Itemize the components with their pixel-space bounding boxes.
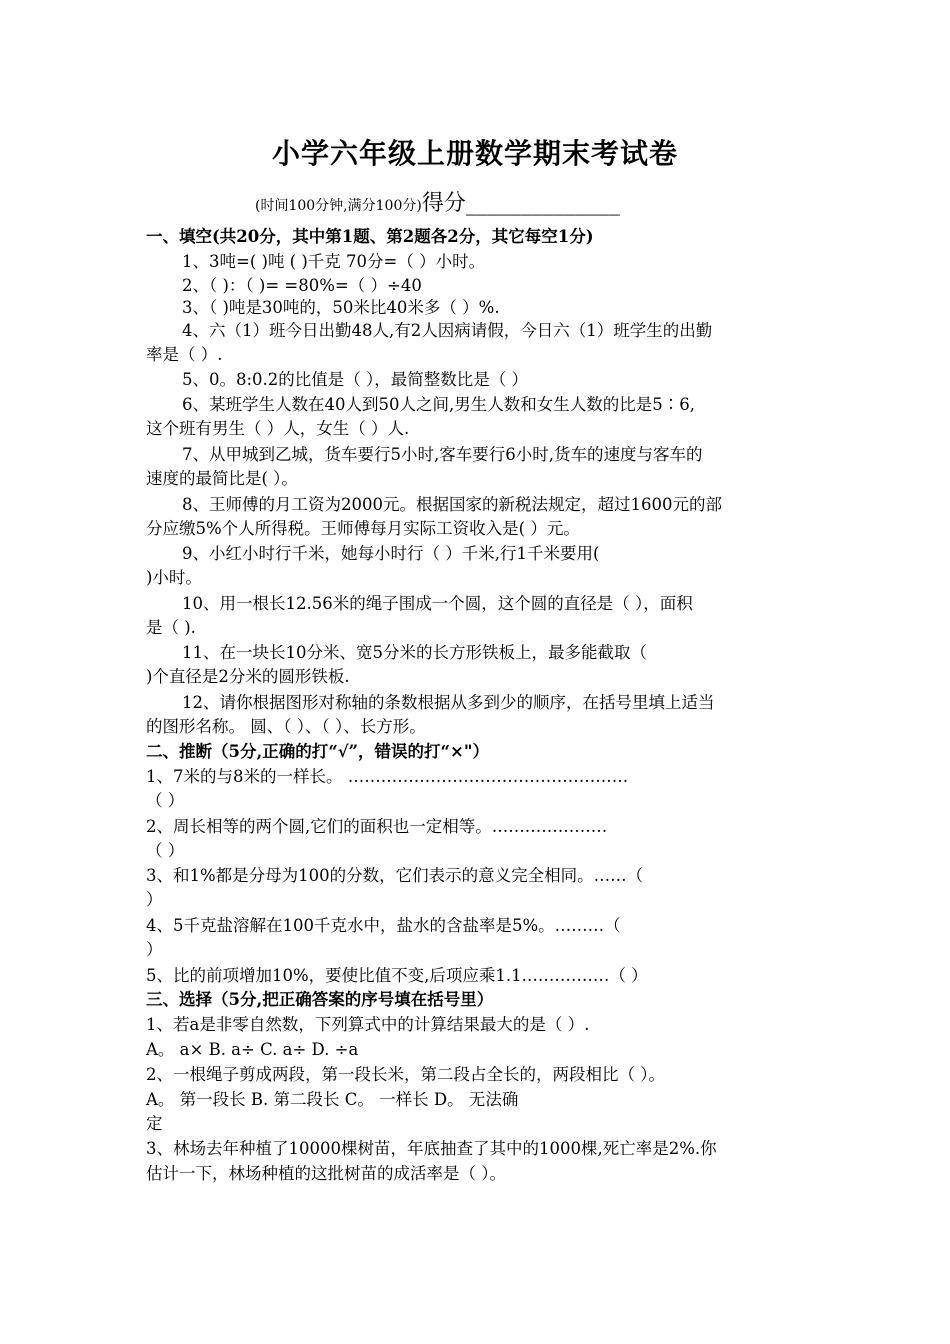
choice-line: 估计一下，林场种植的这批树苗的成活率是（ ）。 bbox=[146, 1164, 506, 1183]
question-line: 11、在一块长10分米、宽5分米的长方形铁板上，最多能截取（ bbox=[182, 643, 647, 662]
question-line: 8、王师傅的月工资为2000元。根据国家的新税法规定，超过1600元的部 bbox=[182, 495, 722, 514]
question-line: 7、从甲城到乙城，货车要行5小时,客车要行6小时,货车的速度与客车的 bbox=[182, 445, 703, 464]
judge-line: 3、和1%都是分母为100的分数，它们表示的意义完全相同。……（ bbox=[146, 866, 644, 885]
question-line: 5、0。8:0.2的比值是（ ），最简整数比是（ ） bbox=[182, 370, 529, 389]
choice-line: 1、若a是非零自然数，下列算式中的计算结果最大的是（ ）. bbox=[146, 1015, 590, 1034]
choice-line: 定 bbox=[146, 1114, 163, 1133]
judge-line: （ ） bbox=[146, 791, 185, 810]
judge-line: ） bbox=[146, 890, 163, 909]
question-line: 这个班有男生（ ）人，女生（ ）人. bbox=[146, 419, 410, 438]
question-line: 9、小红小时行千米，她每小时行（ ）千米,行1千米要用( bbox=[182, 544, 600, 563]
judge-line: （ ） bbox=[146, 841, 185, 860]
exam-info bbox=[255, 186, 620, 217]
judge-line: 2、周长相等的两个圆,它们的面积也一定相等。………………… bbox=[146, 817, 608, 836]
judge-line: 1、7米的与8米的一样长。 …………………………………………… bbox=[146, 767, 629, 786]
question-line: 2、（ )：（ )= =80%=（ ）÷40 bbox=[182, 276, 422, 295]
question-line: 10、用一根长12.56米的绳子围成一个圆，这个圆的直径是（ ），面积 bbox=[182, 594, 693, 613]
section2-heading: 二、推断（5分,正确的打“√”，错误的打“×"） bbox=[146, 742, 489, 761]
score-field: 得分______________ bbox=[421, 191, 620, 216]
time-info: (时间100分钟,满分100分) bbox=[255, 198, 422, 214]
question-line: 1、3吨=( )吨 ( )千克 70分=（ ）小时。 bbox=[182, 252, 486, 271]
question-line: 4、六（1）班今日出勤48人,有2人因病请假，今日六（1）班学生的出勤 bbox=[182, 321, 713, 340]
choice-line: A。 a× B. a÷ C. a÷ D. ÷a bbox=[146, 1040, 359, 1059]
question-line: 6、某班学生人数在40人到50人之间,男生人数和女生人数的比是5∶6, bbox=[182, 395, 695, 414]
question-line: 率是（ ）. bbox=[146, 345, 223, 364]
question-line: )小时。 bbox=[146, 568, 202, 587]
question-line: 是（ ). bbox=[146, 618, 196, 637]
question-line: 的图形名称。 圆、（ ）、（ ）、长方形。 bbox=[146, 717, 426, 736]
judge-line: ） bbox=[146, 940, 163, 959]
question-line: )个直径是2分米的圆形铁板. bbox=[146, 667, 350, 686]
section3-heading: 三、选择（5分,把正确答案的序号填在括号里） bbox=[146, 990, 494, 1009]
judge-line: 5、比的前项增加10%，要使比值不变,后项应乘1.1.……………（ ） bbox=[146, 966, 648, 985]
section1-heading: 一、填空(共20分，其中第1题、第2题各2分，其它每空1分) bbox=[146, 227, 594, 246]
question-line: 速度的最简比是( ）。 bbox=[146, 469, 298, 488]
choice-line: 2、一根绳子剪成两段，第一段长米，第二段占全长的，两段相比（ ）。 bbox=[146, 1065, 665, 1084]
choice-line: 3、林场去年种植了10000棵树苗，年底抽查了其中的1000棵,死亡率是2%.你 bbox=[146, 1139, 717, 1158]
question-line: 12、请你根据图形对称轴的条数根据从多到少的顺序，在括号里填上适当 bbox=[182, 693, 715, 712]
question-line: 分应缴5%个人所得税。王师傅每月实际工资收入是( ）元。 bbox=[146, 519, 580, 538]
choice-line: A。 第一段长 B. 第二段长 C。 一样长 D。 无法确 bbox=[146, 1090, 519, 1109]
question-line: 3、（ )吨是30吨的，50米比40米多（ ）%. bbox=[182, 298, 500, 317]
judge-line: 4、5千克盐溶解在100千克水中，盐水的含盐率是5%。………（ bbox=[146, 916, 621, 935]
page-title: 小学六年级上册数学期末考试卷 bbox=[271, 137, 678, 170]
